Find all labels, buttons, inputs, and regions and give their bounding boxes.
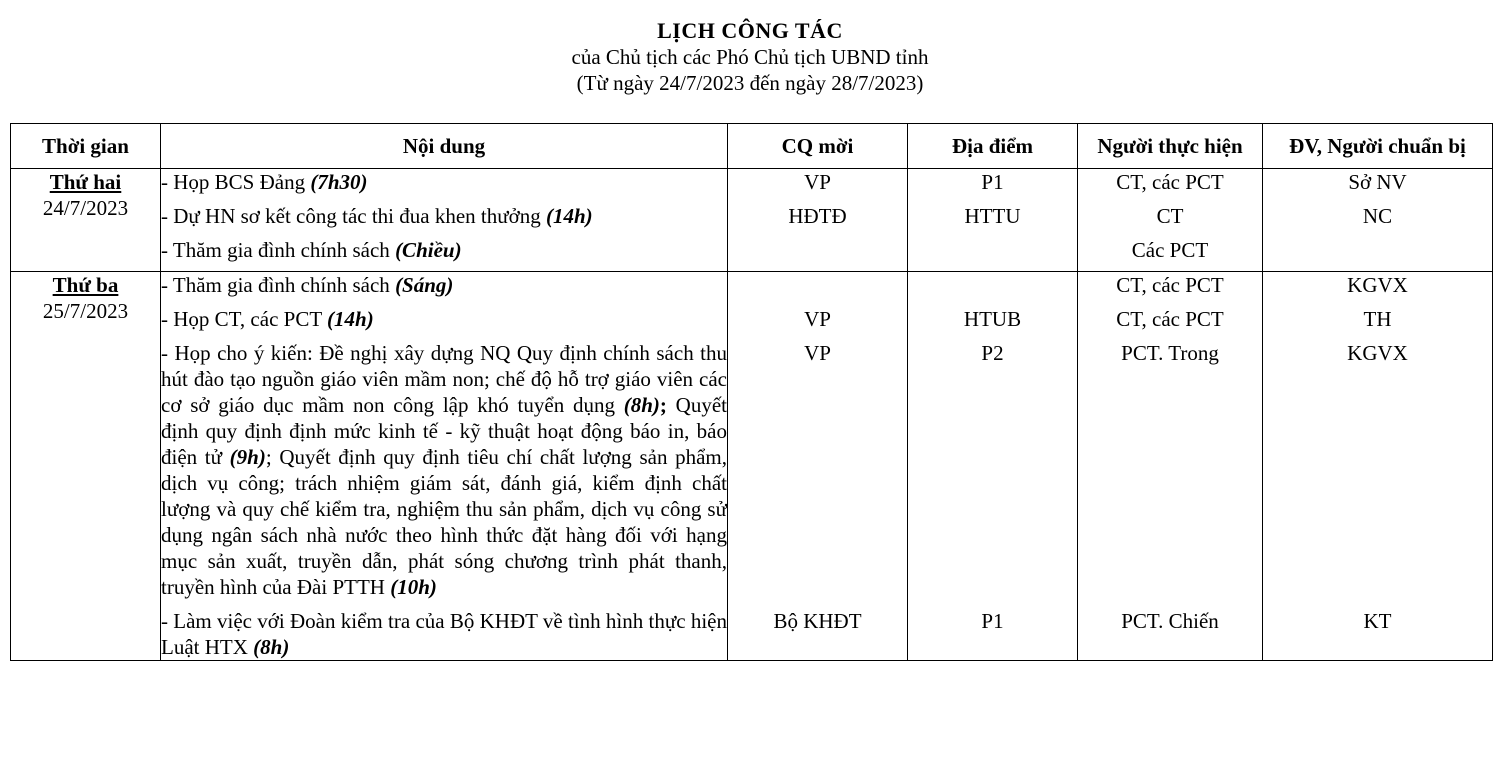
column-header-org: CQ mời (728, 124, 908, 169)
day-cell (11, 169, 161, 272)
schedule-item (161, 340, 727, 600)
item-text: - Thăm gia đình chính sách (161, 273, 396, 297)
item-org: VP (804, 170, 831, 194)
day-cell (11, 272, 161, 661)
item-time: (14h) (327, 307, 374, 331)
item-text: - Thăm gia đình chính sách (161, 238, 396, 262)
column-header-preparer: ĐV, Người chuẩn bị (1263, 124, 1493, 169)
item-executor: Các PCT (1131, 238, 1209, 262)
item-org: Bộ KHĐT (773, 609, 862, 633)
item-executor: CT (1156, 204, 1184, 228)
item-preparer: KGVX (1347, 341, 1408, 365)
item-place: P1 (981, 609, 1004, 633)
column-header-place: Địa điểm (908, 124, 1078, 169)
day-date: 25/7/2023 (42, 299, 129, 323)
item-time: (9h) (229, 445, 266, 469)
schedule-item (161, 237, 727, 263)
schedule-item (161, 203, 727, 229)
day-date: 24/7/2023 (42, 196, 129, 220)
place-cell (908, 272, 1078, 661)
executor-cell (1078, 169, 1263, 272)
preparer-cell (1263, 169, 1493, 272)
item-time: (10h) (390, 575, 437, 599)
item-time: (14h) (545, 204, 593, 228)
item-org: VP (804, 307, 831, 331)
preparer-cell (1263, 272, 1493, 661)
table-row (11, 169, 1493, 272)
org-cell (728, 272, 908, 661)
item-text: - Họp CT, các PCT (161, 307, 328, 331)
item-org (728, 237, 907, 263)
item-executor: CT, các PCT (1116, 307, 1224, 331)
item-time: (Sáng) (395, 273, 454, 297)
schedule-table (10, 123, 1493, 661)
item-text: ; Quyết định quy định tiêu chí chất lượng sản phẩm, dịch vụ công; trách nhiệm giám sát, đánh giá, kiểm định chất lượng và quy chế kiểm tra, nghiệm thu sản phẩm, dịch vụ công sử dụng ngân sách nhà nước theo hình thức đặt hàng đối với hạng mục sản xuất, truyền dẫn, phát sóng chương trình phát thanh, truyền hình của Đài PTTH (161, 445, 727, 599)
item-org: VP (804, 341, 831, 365)
item-preparer: TH (1363, 307, 1392, 331)
schedule-item (161, 272, 727, 298)
content-cell (161, 169, 728, 272)
item-place (908, 237, 1077, 263)
table-row (11, 272, 1493, 661)
item-place (908, 272, 1077, 298)
content-cell (161, 272, 728, 661)
item-preparer: NC (1362, 204, 1393, 228)
document-header (0, 18, 1500, 96)
item-preparer: Sở NV (1348, 170, 1407, 194)
item-time: (7h30) (310, 170, 368, 194)
schedule-item (161, 306, 727, 332)
item-text: - Họp BCS Đảng (161, 170, 311, 194)
table-header-row (11, 124, 1493, 169)
item-time: (8h) (623, 393, 660, 417)
item-place: HTTU (964, 204, 1021, 228)
item-executor: CT, các PCT (1116, 170, 1224, 194)
column-header-executor: Người thực hiện (1078, 124, 1263, 169)
item-place: HTUB (963, 307, 1022, 331)
item-org (728, 272, 907, 298)
document-title: LỊCH CÔNG TÁC (657, 18, 843, 43)
item-executor: PCT. Trong (1121, 341, 1219, 365)
item-place: P2 (981, 341, 1004, 365)
item-time: (Chiều) (395, 238, 462, 262)
column-header-content: Nội dung (161, 124, 728, 169)
item-text: - Dự HN sơ kết công tác thi đua khen thưởng (161, 204, 546, 228)
schedule-item (161, 608, 727, 660)
day-name: Thứ hai (49, 170, 122, 194)
executor-cell (1078, 272, 1263, 661)
item-text: - Họp cho ý kiến: Đề nghị xây dựng NQ Quy định chính sách thu hút đào tạo nguồn giáo viên mầm non; chế độ hỗ trợ giáo viên các cơ sở giáo dục mầm non công lập khó tuyển dụng (161, 341, 727, 417)
place-cell (908, 169, 1078, 272)
item-separator: ; (659, 393, 667, 417)
column-header-time: Thời gian (11, 124, 161, 169)
item-text: - Làm việc với Đoàn kiểm tra của Bộ KHĐT về tình hình thực hiện Luật HTX (161, 609, 727, 659)
item-executor: PCT. Chiến (1121, 609, 1219, 633)
item-preparer: KGVX (1347, 273, 1408, 297)
item-text: Quyết định quy định định mức kinh tế - kỹ thuật hoạt động báo in, báo điện tử (161, 393, 727, 469)
item-executor: CT, các PCT (1116, 273, 1224, 297)
item-place: P1 (981, 170, 1004, 194)
item-time: (8h) (253, 635, 290, 659)
item-preparer (1263, 237, 1492, 263)
item-org: HĐTĐ (788, 204, 847, 228)
item-preparer: KT (1363, 609, 1392, 633)
schedule-item (161, 169, 727, 195)
document-period: (Từ ngày 24/7/2023 đến ngày 28/7/2023) (576, 71, 924, 95)
document-subtitle: của Chủ tịch các Phó Chủ tịch UBND tỉnh (571, 45, 929, 69)
org-cell (728, 169, 908, 272)
day-name: Thứ ba (52, 273, 119, 297)
